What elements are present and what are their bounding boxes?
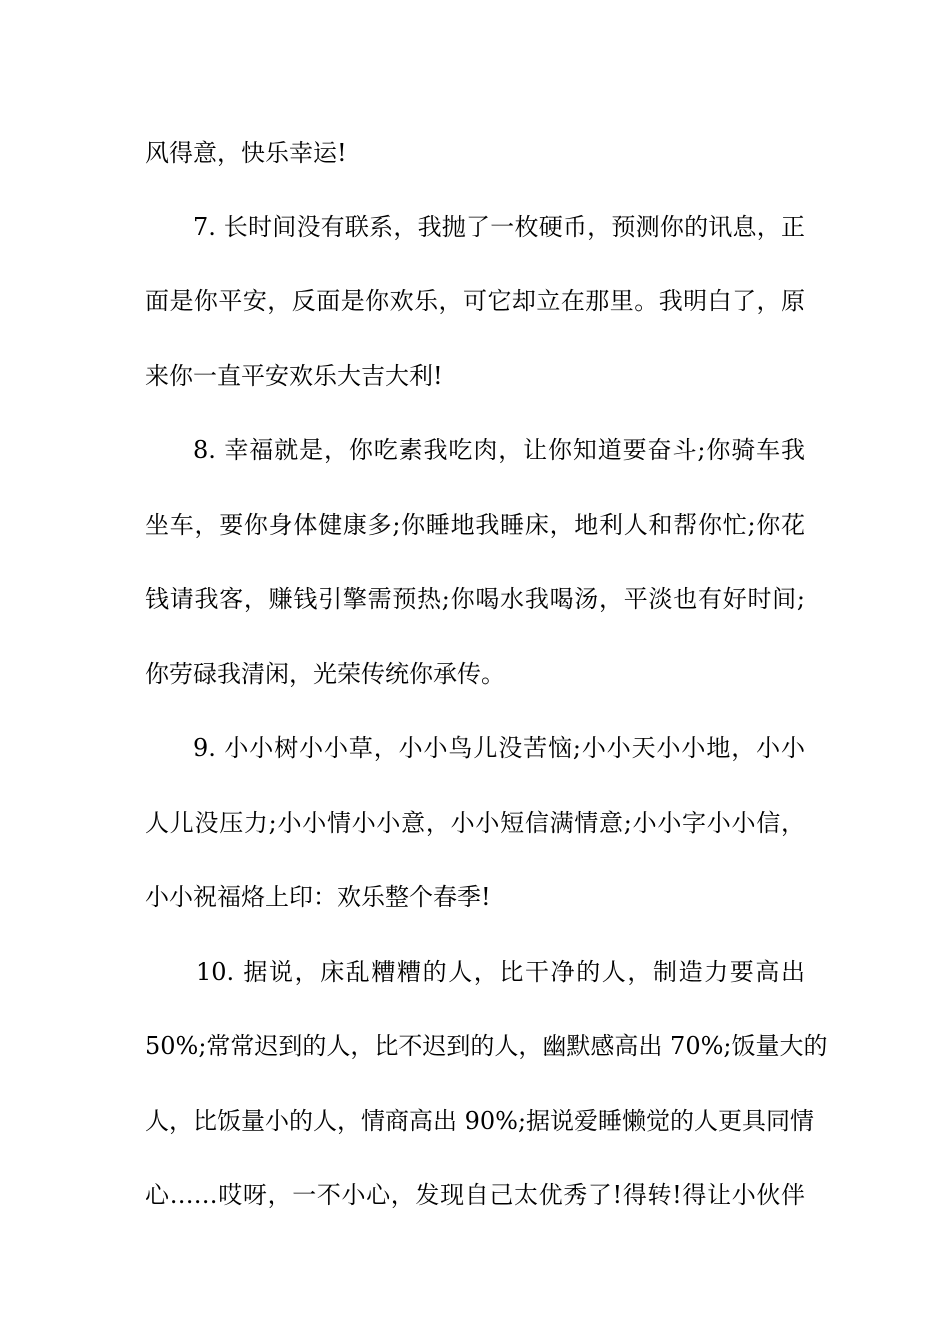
paragraph-8-line-2: 坐车，要你身体健康多;你睡地我睡床，地利人和帮你忙;你花 bbox=[145, 511, 805, 539]
paragraph-7-line-3: 来你一直平安欢乐大吉大利! bbox=[145, 362, 443, 390]
paragraph-10-line-4: 心……哎呀，一不小心，发现自己太优秀了!得转!得让小伙伴 bbox=[145, 1181, 805, 1209]
paragraph-9-line-3: 小小祝福烙上印：欢乐整个春季! bbox=[145, 883, 491, 911]
paragraph-8-line-1: 8. 幸福就是，你吃素我吃肉，让你知道要奋斗;你骑车我 bbox=[193, 436, 805, 464]
paragraph-10-line-2: 50%;常常迟到的人，比不迟到的人，幽默感高出 70%;饭量大的 bbox=[145, 1032, 828, 1060]
paragraph-9-line-1: 9. 小小树小小草，小小鸟儿没苦恼;小小天小小地，小小 bbox=[193, 734, 805, 762]
text-line: 风得意，快乐幸运! bbox=[145, 139, 347, 167]
paragraph-7-line-1: 7. 长时间没有联系，我抛了一枚硬币，预测你的讯息，正 bbox=[193, 213, 805, 241]
paragraph-10-line-1: 10. 据说，床乱糟糟的人，比干净的人，制造力要高出 bbox=[196, 958, 805, 986]
paragraph-8-line-3: 钱请我客，赚钱引擎需预热;你喝水我喝汤，平淡也有好时间; bbox=[145, 585, 805, 613]
paragraph-7-line-2: 面是你平安，反面是你欢乐，可它却立在那里。我明白了，原 bbox=[145, 287, 805, 315]
paragraph-10-line-3: 人，比饭量小的人，情商高出 90%;据说爱睡懒觉的人更具同情 bbox=[145, 1107, 815, 1135]
paragraph-9-line-2: 人儿没压力;小小情小小意，小小短信满情意;小小字小小信， bbox=[145, 809, 805, 837]
paragraph-8-line-4: 你劳碌我清闲，光荣传统你承传。 bbox=[145, 660, 505, 688]
